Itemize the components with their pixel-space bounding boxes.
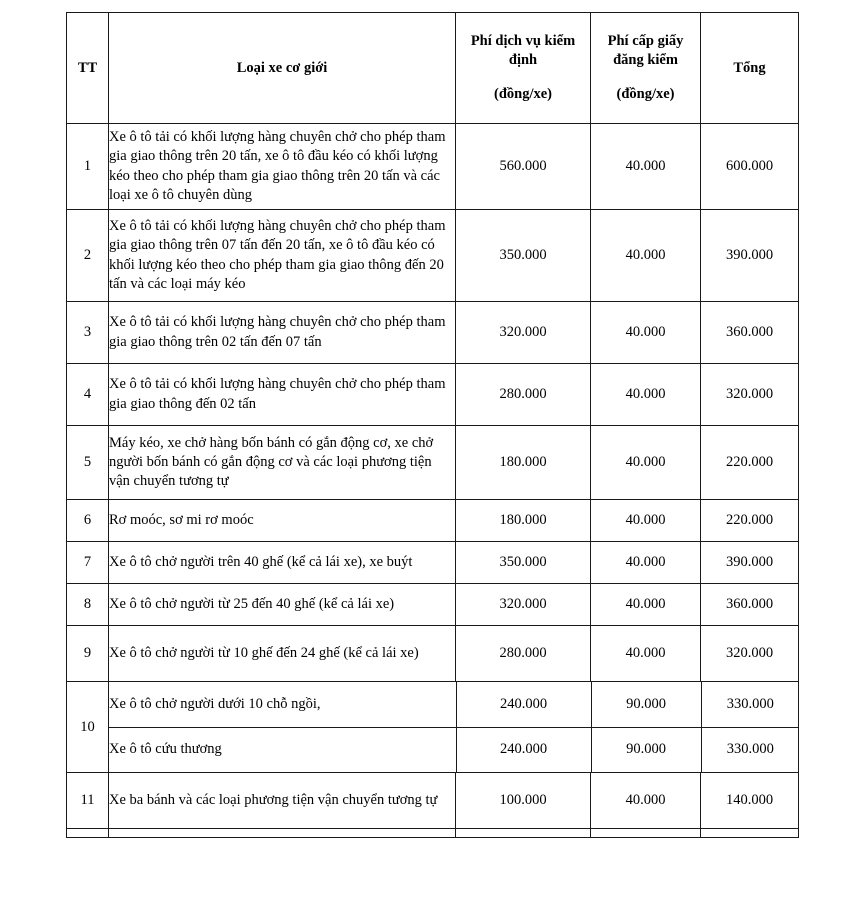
table-header — [67, 13, 799, 124]
cell-total: 390.000 — [701, 542, 799, 584]
cell-tt: 1 — [67, 124, 109, 210]
table-row — [67, 626, 799, 682]
cell-certificate-fee: 90.000 — [591, 682, 701, 727]
cell-vehicle-type: Xe ô tô chở người trên 40 ghế (kể cả lái xe), xe buýt — [109, 542, 456, 584]
cell-total: 330.000 — [701, 682, 799, 727]
cell-inspection-fee: 100.000 — [456, 773, 591, 829]
cell-total: 600.000 — [701, 124, 799, 210]
table-row-partial — [67, 829, 799, 838]
cell-certificate-fee: 40.000 — [591, 500, 701, 542]
table-row — [67, 773, 799, 829]
vehicle-inspection-fee-table — [66, 12, 799, 838]
cell-inspection-fee: 350.000 — [456, 210, 591, 302]
header-label-total: Tổng — [733, 59, 766, 76]
cell-vehicle-type: Xe ô tô tải có khối lượng hàng chuyên chở cho phép tham gia giao thông trên 02 tấn đến 07 tấn — [109, 302, 456, 364]
cell-vehicle-type: Xe ô tô cứu thương — [109, 727, 456, 772]
table-subrow — [109, 727, 799, 772]
cell-total: 330.000 — [701, 727, 799, 772]
cell-vehicle-type: Xe ba bánh và các loại phương tiện vận chuyển tương tự — [109, 773, 456, 829]
table-body — [67, 124, 799, 838]
header-cell-tt — [67, 13, 109, 124]
cell-tt: 4 — [67, 364, 109, 426]
table-row-split-group — [67, 682, 799, 773]
cell-certificate-fee: 40.000 — [591, 364, 701, 426]
cell-tt-partial — [67, 829, 109, 838]
header-unit-inspection-fee: (đồng/xe) — [494, 86, 552, 103]
cell-tt: 8 — [67, 584, 109, 626]
table-row — [67, 542, 799, 584]
table-row — [67, 364, 799, 426]
cell-tt: 7 — [67, 542, 109, 584]
cell-total: 140.000 — [701, 773, 799, 829]
cell-certificate-fee: 40.000 — [591, 302, 701, 364]
cell-tt: 2 — [67, 210, 109, 302]
cell-tt: 6 — [67, 500, 109, 542]
cell-total-partial — [701, 829, 799, 838]
cell-inspection-fee: 350.000 — [456, 542, 591, 584]
cell-vehicle-type: Xe ô tô chở người dưới 10 chỗ ngồi, — [109, 682, 456, 727]
cell-vehicle-type: Xe ô tô tải có khối lượng hàng chuyên chở cho phép tham gia giao thông đến 02 tấn — [109, 364, 456, 426]
header-label-vehicle-type: Loại xe cơ giới — [236, 59, 328, 76]
cell-inspection-fee: 240.000 — [456, 682, 591, 727]
table-subrow — [109, 682, 799, 727]
cell-certificate-fee: 40.000 — [591, 124, 701, 210]
cell-inspection-fee: 280.000 — [456, 364, 591, 426]
cell-tt: 11 — [67, 773, 109, 829]
cell-inspection-fee: 280.000 — [456, 626, 591, 682]
cell-certificate-fee: 40.000 — [591, 426, 701, 500]
table-row — [67, 426, 799, 500]
header-cell-vehicle-type — [109, 13, 456, 124]
cell-certificate-fee: 40.000 — [591, 626, 701, 682]
cell-total: 360.000 — [701, 302, 799, 364]
cell-tt: 9 — [67, 626, 109, 682]
cell-vehicle-type: Xe ô tô chở người từ 25 đến 40 ghế (kể cả lái xe) — [109, 584, 456, 626]
cell-total: 220.000 — [701, 500, 799, 542]
table-row — [67, 302, 799, 364]
header-cell-inspection-fee — [456, 13, 591, 124]
header-label-tt: TT — [77, 59, 98, 76]
cell-inspection-fee: 180.000 — [456, 426, 591, 500]
cell-certificate-fee: 40.000 — [591, 542, 701, 584]
cell-inspection-fee: 320.000 — [456, 584, 591, 626]
table-row — [67, 124, 799, 210]
cell-certificate-fee: 40.000 — [591, 584, 701, 626]
header-cell-total — [701, 13, 799, 124]
cell-inspection-fee: 240.000 — [456, 727, 591, 772]
cell-tt: 3 — [67, 302, 109, 364]
cell-certificate-fee: 90.000 — [591, 727, 701, 772]
cell-vehicle-type: Máy kéo, xe chở hàng bốn bánh có gắn động cơ, xe chở người bốn bánh có gắn động cơ và các loại phương tiện vận chuyển tương tự — [109, 426, 456, 500]
cell-inspection-fee: 560.000 — [456, 124, 591, 210]
cell-total: 320.000 — [701, 626, 799, 682]
header-label-inspection-fee: Phí dịch vụ kiểm định — [470, 33, 576, 68]
table-row — [67, 210, 799, 302]
cell-total: 220.000 — [701, 426, 799, 500]
cell-certificate-fee-partial — [591, 829, 701, 838]
table-row — [67, 584, 799, 626]
cell-tt-merged: 10 — [67, 682, 109, 773]
header-unit-certificate-fee: (đồng/xe) — [616, 86, 675, 103]
cell-inspection-fee-partial — [456, 829, 591, 838]
cell-total: 320.000 — [701, 364, 799, 426]
cell-tt: 5 — [67, 426, 109, 500]
cell-vehicle-type: Rơ moóc, sơ mi rơ moóc — [109, 500, 456, 542]
cell-total: 390.000 — [701, 210, 799, 302]
table-row — [67, 500, 799, 542]
cell-vehicle-type: Xe ô tô tải có khối lượng hàng chuyên chở cho phép tham gia giao thông trên 07 tấn đến 20 tấn, xe ô tô đầu kéo có khối lượng kéo theo cho phép tham gia giao thông đến 20 tấn và các loại máy kéo — [109, 210, 456, 302]
cell-inspection-fee: 320.000 — [456, 302, 591, 364]
cell-vehicle-type: Xe ô tô chở người từ 10 ghế đến 24 ghế (kể cả lái xe) — [109, 626, 456, 682]
cell-total: 360.000 — [701, 584, 799, 626]
header-label-certificate-fee: Phí cấp giấy đăng kiểm — [607, 33, 684, 68]
split-subrows-container — [109, 682, 799, 773]
cell-certificate-fee: 40.000 — [591, 210, 701, 302]
cell-vehicle-type-partial — [109, 829, 456, 838]
cell-certificate-fee: 40.000 — [591, 773, 701, 829]
cell-vehicle-type: Xe ô tô tải có khối lượng hàng chuyên chở cho phép tham gia giao thông trên 20 tấn, xe ô tô đầu kéo có khối lượng kéo theo cho phép tham gia giao thông trên 20 tấn và các loại xe ô tô chuyên dùng — [109, 124, 456, 210]
header-row — [67, 13, 799, 124]
cell-inspection-fee: 180.000 — [456, 500, 591, 542]
header-cell-certificate-fee — [591, 13, 701, 124]
